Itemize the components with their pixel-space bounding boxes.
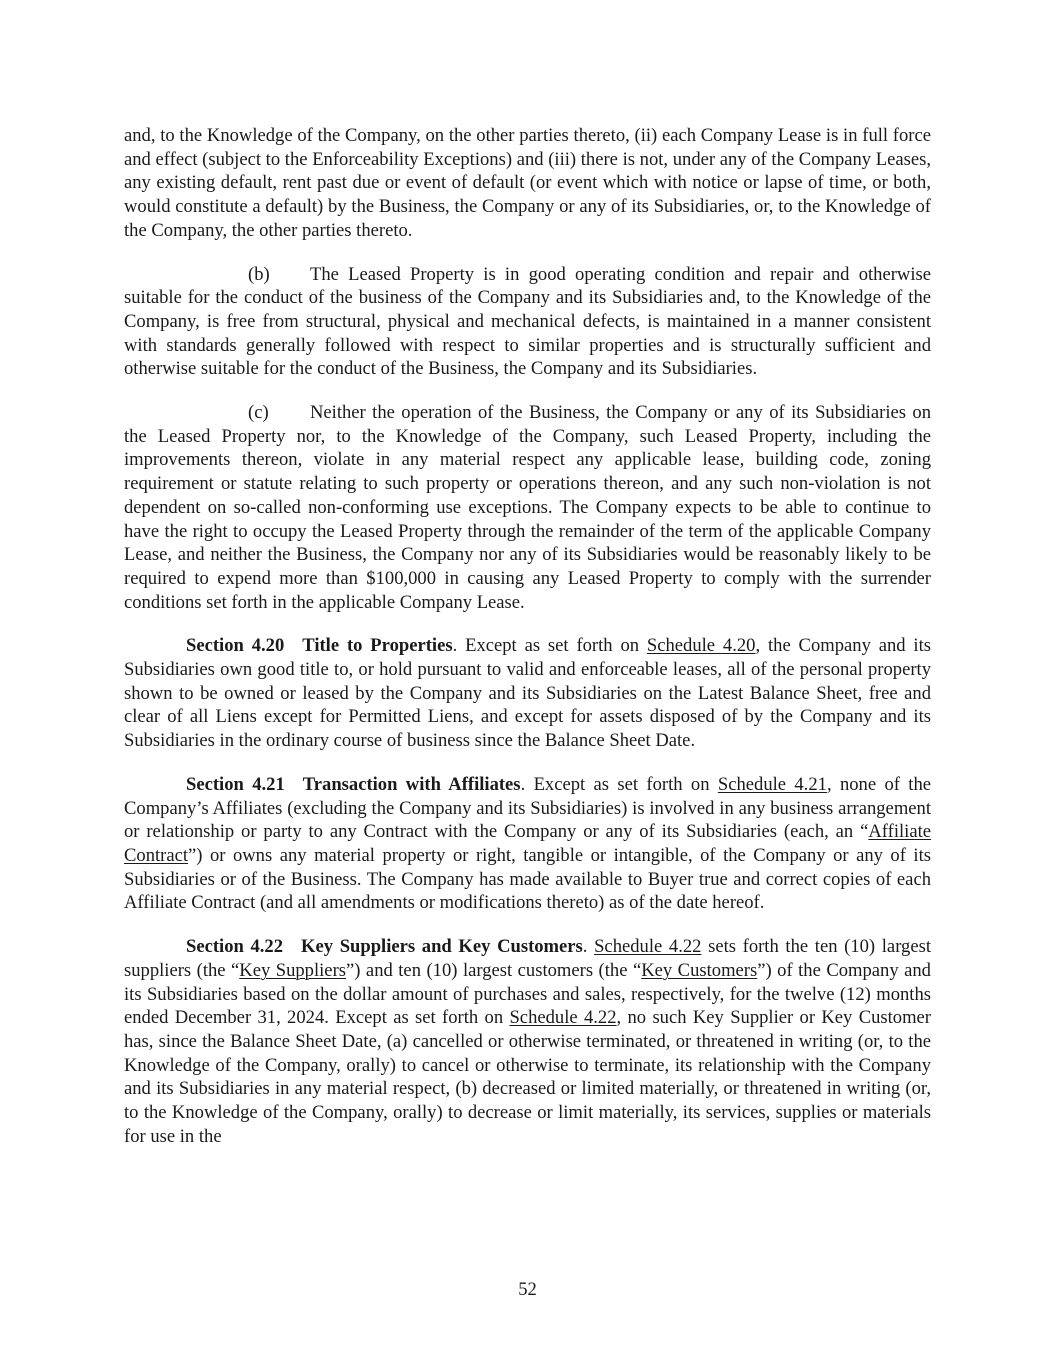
section-title: Title to Properties xyxy=(302,635,453,657)
paragraph-continuation: and, to the Knowledge of the Company, on the other parties thereto, (ii) each Company Lease is in full force and effect (subject to the Enforceability Exceptions) and (iii) there is not, under any of the Company Leases, any existing default, rent past due or event of default (or event which with notice or lapse of time, or both, would constitute a default) by the Business, the Company or any of its Subsidiaries, or, to the Knowledge of the Company, the other parties thereto. xyxy=(124,125,931,241)
section-number: Section 4.20 xyxy=(186,635,285,657)
paragraph-label: (c) xyxy=(248,402,269,424)
section-number: Section 4.22 xyxy=(186,936,284,958)
section-4-21: Section 4.21 Transaction with Affiliates. Except as set forth on Schedule 4.21, none of the Company’s Affiliates (excluding the Company and its Subsidiaries) is involved in any business arrangement or relationship or party to any Contract with the Company or any of its Subsidiaries (each, an “Affiliate Contract”) or owns any material property or right, tangible or intangible, of the Company or any of its Subsidiaries or of the Business. The Company has made available to Buyer true and correct copies of each Affiliate Contract (and all amendments or modifications thereto) as of the date hereof. xyxy=(124,773,932,914)
section-4-22: Section 4.22 Key Suppliers and Key Customers. Schedule 4.22 sets forth the ten (10) largest suppliers (the “Key Suppliers”) and ten (10) largest customers (the “Key Customers”) of the Company and its Subsidiaries based on the dollar amount of purchases and sales, respectively, for the twelve (12) months ended December 31, 2024. Except as set forth on Schedule 4.22, no such Key Supplier or Key Customer has, since the Balance Sheet Date, (a) cancelled or otherwise terminated, or threatened in writing (or, to the Knowledge of the Company, orally) to cancel or otherwise to terminate, its relationship with the Company and its Subsidiaries in any material respect, (b) decreased or limited materially, or threatened in writing (or, to the Knowledge of the Company, orally) to decrease or limit materially, its services, supplies or materials for use in the xyxy=(124,936,932,1147)
section-number: Section 4.21 xyxy=(186,773,285,795)
schedule-reference: Schedule 4.22 xyxy=(509,1007,617,1029)
defined-term: Affiliate Contract xyxy=(124,821,931,866)
section-title: Transaction with Affiliates xyxy=(302,773,521,795)
defined-term: Key Customers xyxy=(641,959,758,981)
defined-term: Key Suppliers xyxy=(239,959,346,981)
schedule-reference: Schedule 4.21 xyxy=(717,773,827,795)
document-page xyxy=(124,124,931,1168)
page-number: 52 xyxy=(518,1279,537,1300)
section-4-20: Section 4.20 Title to Properties. Except as set forth on Schedule 4.20, the Company and its Subsidiaries own good title to, or hold pursuant to valid and enforceable leases, all of the personal property shown to be owned or leased by the Company and its Subsidiaries on the Latest Balance Sheet, free and clear of all Liens except for Permitted Liens, and except for assets disposed of by the Company and its Subsidiaries in the ordinary course of business since the Balance Sheet Date. xyxy=(124,635,931,752)
paragraph-label: (b) xyxy=(248,263,270,285)
schedule-reference: Schedule 4.20 xyxy=(646,635,756,657)
section-title: Key Suppliers and Key Customers xyxy=(301,936,583,958)
schedule-reference: Schedule 4.22 xyxy=(594,936,702,958)
paragraph-c: (c) Neither the operation of the Business, the Company or any of its Subsidiaries on the Leased Property nor, to the Knowledge of the Company, such Leased Property, including the improvements thereon, violate in any material respect any applicable lease, building code, zoning requirement or statute relating to such property or operations thereon, and any such non-violation is not dependent on so-called non-conforming use exceptions. The Company expects to be able to continue to have the right to occupy the Leased Property through the remainder of the term of the applicable Company Lease, and neither the Business, the Company nor any of its Subsidiaries would be reasonably likely to be required to expend more than $100,000 in causing any Leased Property to comply with the surrender conditions set forth in the applicable Company Lease. xyxy=(124,402,931,613)
paragraph-b: (b) The Leased Property is in good operating condition and repair and otherwise suitable for the conduct of the business of the Company and its Subsidiaries and, to the Knowledge of the Company, is free from structural, physical and mechanical defects, is maintained in a manner consistent with standards generally followed with respect to similar properties and is structurally sufficient and otherwise suitable for the conduct of the Business, the Company and its Subsidiaries. xyxy=(124,263,931,380)
